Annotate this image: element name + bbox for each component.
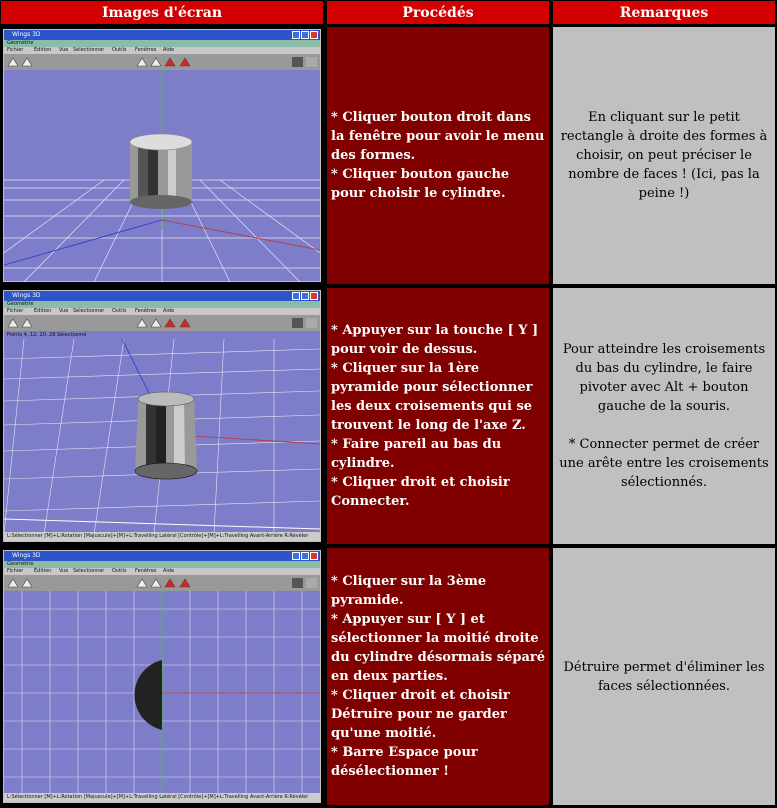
undo-icon bbox=[8, 319, 18, 327]
menu-selectionner: Sélectionner bbox=[73, 568, 105, 574]
viewport-3d bbox=[4, 591, 320, 795]
menu-aide: Aide bbox=[163, 568, 175, 574]
close-icon bbox=[310, 552, 318, 560]
remark-text-3: Détruire permet d'éliminer les faces sélectionnées. bbox=[563, 659, 765, 694]
menu-vue: Vue bbox=[59, 308, 69, 314]
procedure-row-3 bbox=[327, 548, 549, 805]
redo-icon bbox=[22, 579, 32, 587]
toolbar bbox=[4, 575, 320, 591]
close-icon bbox=[310, 31, 318, 39]
window-title: Wings 3D bbox=[4, 30, 320, 40]
screenshot-row-3 bbox=[1, 548, 323, 805]
remark-row-3 bbox=[553, 548, 775, 805]
window-title: Wings 3D bbox=[4, 291, 320, 301]
procedure-row-2 bbox=[327, 288, 549, 544]
view-icon bbox=[292, 318, 303, 328]
view-icon-2 bbox=[306, 578, 317, 588]
menu-bar bbox=[4, 568, 320, 575]
menu-vue: Vue bbox=[59, 568, 69, 574]
procedure-text-3: * Cliquer sur la 3ème pyramide. * Appuyer sur [ Y ] et sélectionner la moitié droite du cylindre désormais séparé en deux parties. * Cliquer droit et choisir Détruire pour ne garder qu'une moitié. * Barre Espace pour désélectionner ! bbox=[331, 574, 545, 779]
geometry-bar: Géométrie bbox=[4, 40, 320, 47]
viewport-3d bbox=[4, 339, 320, 534]
window-title: Wings 3D bbox=[4, 551, 320, 561]
selection-info: Points 4, 12, 20, 28 Sélectionné bbox=[7, 332, 87, 338]
toolbar bbox=[4, 315, 320, 331]
remark-row-1 bbox=[553, 27, 775, 284]
menu-fichier: Fichier bbox=[7, 47, 24, 53]
minimize-icon bbox=[292, 292, 300, 300]
face-mode-icon bbox=[165, 579, 175, 587]
remark-row-2 bbox=[553, 288, 775, 544]
geometry-bar: Géométrie bbox=[4, 301, 320, 308]
minimize-icon bbox=[292, 31, 300, 39]
edge-mode-icon bbox=[151, 319, 161, 327]
geometry-bar: Géométrie bbox=[4, 561, 320, 568]
toolbar-icons bbox=[4, 575, 320, 591]
menu-bar bbox=[4, 47, 320, 54]
header-images: Images d'écran bbox=[1, 1, 323, 24]
menu-fenetres: Fenêtres bbox=[135, 308, 157, 314]
menu-selectionner: Sélectionner bbox=[73, 47, 105, 53]
menu-fichier: Fichier bbox=[7, 568, 24, 574]
menu-vue: Vue bbox=[59, 47, 69, 53]
menu-aide: Aide bbox=[163, 308, 175, 314]
procedure-row-1 bbox=[327, 27, 549, 284]
menu-edition: Édition bbox=[34, 308, 52, 314]
screenshot-row-1 bbox=[1, 27, 323, 284]
body-mode-icon bbox=[180, 579, 190, 587]
undo-icon bbox=[8, 579, 18, 587]
view-icon-2 bbox=[306, 57, 317, 67]
body-mode-icon bbox=[180, 58, 190, 66]
vertex-mode-icon bbox=[137, 319, 147, 327]
procedure-text-2: * Appuyer sur la touche [ Y ] pour voir de dessus. * Cliquer sur la 1ère pyramide pour sélectionner les deux croisements qui se trouvent le long de l'axe Z. * Faire pareil au bas du cylindre. * Cliquer droit et choisir Connecter. bbox=[331, 323, 539, 509]
toolbar bbox=[4, 54, 320, 70]
redo-icon bbox=[22, 319, 32, 327]
view-icon-2 bbox=[306, 318, 317, 328]
header-remarques: Remarques bbox=[553, 1, 775, 24]
menu-outils: Outils bbox=[112, 568, 127, 574]
menu-aide: Aide bbox=[163, 47, 175, 53]
menu-fenetres: Fenêtres bbox=[135, 47, 157, 53]
edge-mode-icon bbox=[151, 58, 161, 66]
minimize-icon bbox=[292, 552, 300, 560]
wings3d-window bbox=[3, 290, 321, 542]
remark-text-1: En cliquant sur le petit rectangle à droite des formes à choisir, on peut préciser le nombre de faces ! (Ici, pas la peine !) bbox=[560, 110, 768, 201]
viewport-3d bbox=[4, 70, 320, 282]
maximize-icon bbox=[301, 31, 309, 39]
vertex-mode-icon bbox=[137, 58, 147, 66]
wings3d-window bbox=[3, 550, 321, 803]
status-bar: L:Sélectionner [M]+L:Rotation [Majuscule]+[M]+L:Travelling Latéral [Contrôle]+[M]+L:Travelling Avant-Arrière R:Révéler bbox=[4, 532, 320, 541]
menu-edition: Édition bbox=[34, 568, 52, 574]
header-procedes: Procédés bbox=[327, 1, 549, 24]
menu-fenetres: Fenêtres bbox=[135, 568, 157, 574]
close-icon bbox=[310, 292, 318, 300]
face-mode-icon bbox=[165, 319, 175, 327]
view-icon bbox=[292, 57, 303, 67]
maximize-icon bbox=[301, 292, 309, 300]
toolbar-icons bbox=[4, 54, 320, 70]
edge-mode-icon bbox=[151, 579, 161, 587]
status-bar: L:Sélectionner [M]+L:Rotation [Majuscule]+[M]+L:Travelling Latéral [Contrôle]+[M]+L:Travelling Avant-Arrière R:Révéler bbox=[4, 793, 320, 802]
wings3d-window bbox=[3, 29, 321, 282]
body-mode-icon bbox=[180, 319, 190, 327]
menu-outils: Outils bbox=[112, 47, 127, 53]
undo-icon bbox=[8, 58, 18, 66]
menu-outils: Outils bbox=[112, 308, 127, 314]
toolbar-icons bbox=[4, 315, 320, 331]
screenshot-row-2 bbox=[1, 288, 323, 544]
redo-icon bbox=[22, 58, 32, 66]
vertex-mode-icon bbox=[137, 579, 147, 587]
view-icon bbox=[292, 578, 303, 588]
remark-text-2: Pour atteindre les croisements du bas du cylindre, le faire pivoter avec Alt + bouton gauche de la souris. * Connecter permet de créer une arête entre les croisements sélectionnés. bbox=[559, 342, 769, 490]
menu-selectionner: Sélectionner bbox=[73, 308, 105, 314]
maximize-icon bbox=[301, 552, 309, 560]
menu-edition: Édition bbox=[34, 47, 52, 53]
procedure-text-1: * Cliquer bouton droit dans la fenêtre pour avoir le menu des formes. * Cliquer bouton gauche pour choisir le cylindre. bbox=[331, 110, 545, 201]
menu-bar bbox=[4, 308, 320, 315]
face-mode-icon bbox=[165, 58, 175, 66]
menu-fichier: Fichier bbox=[7, 308, 24, 314]
